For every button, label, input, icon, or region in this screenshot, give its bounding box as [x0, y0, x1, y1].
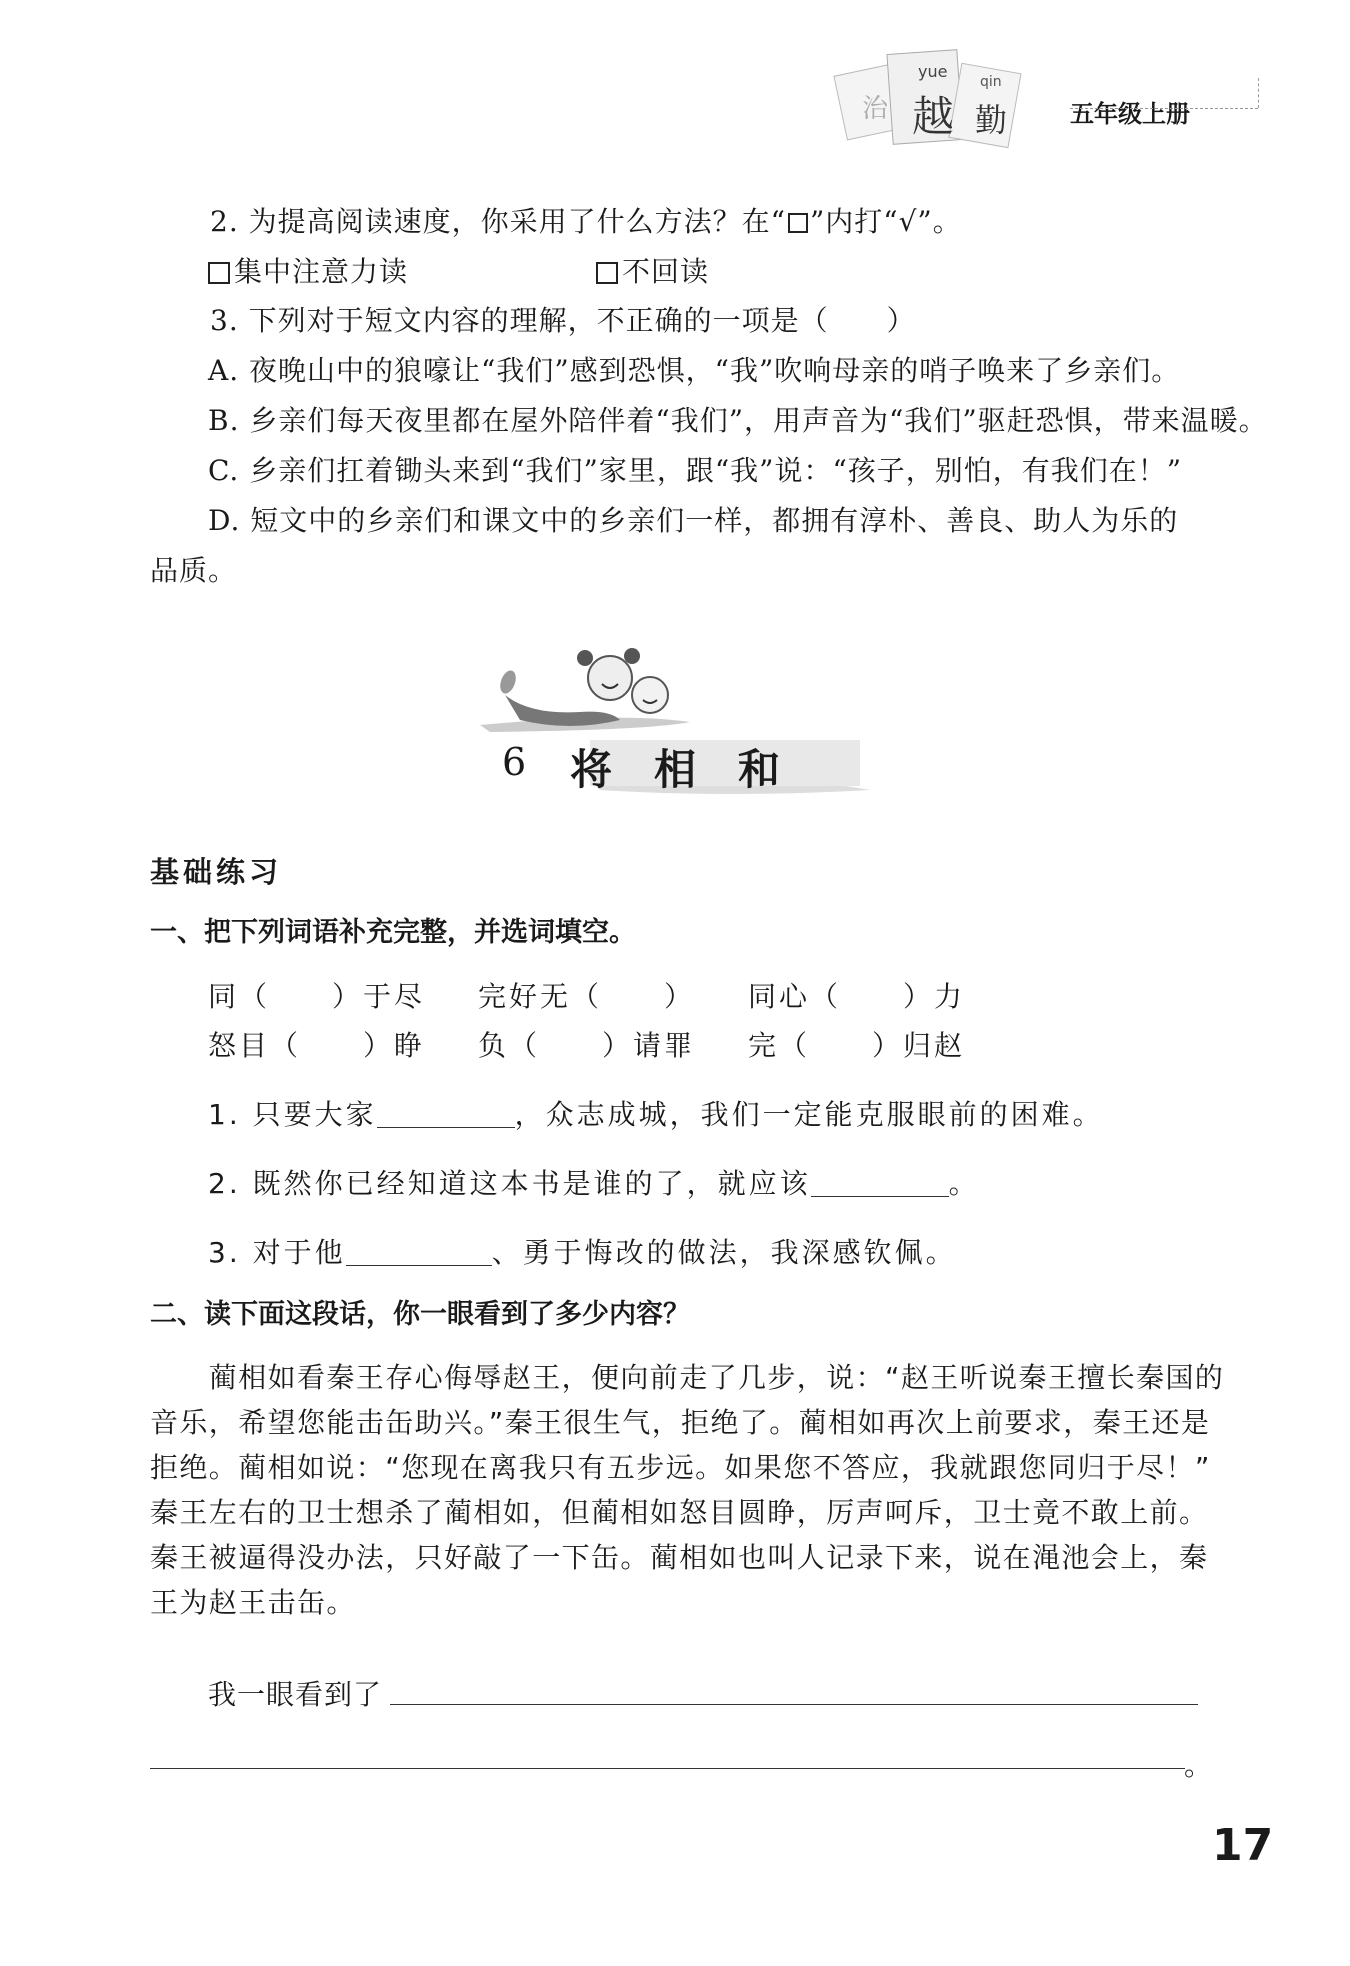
word-4: 怒目（ ）睁	[208, 1029, 426, 1062]
answer-prompt: 我一眼看到了	[208, 1678, 383, 1711]
option-checkbox[interactable]	[208, 262, 230, 284]
part-2-title: 二、读下面这段话，你一眼看到了多少内容？	[150, 1299, 690, 1330]
question-3: 3. 下列对于短文内容的理解，不正确的一项是（ ）	[210, 304, 916, 337]
lesson-number: 6	[502, 740, 527, 784]
part-1-title: 一、把下列词语补充完整，并选词填空。	[150, 917, 636, 948]
answer-end-mark: 。	[1184, 1749, 1214, 1782]
passage-line-3: 拒绝。蔺相如说：“您现在离我只有五步远。如果您不答应，我就跟您同归于尽！”	[150, 1451, 1211, 1484]
question-3-option-d: D. 短文中的乡亲们和课文中的乡亲们一样，都拥有淳朴、善良、助人为乐的	[208, 504, 1179, 537]
section-heading: 基础练习	[150, 855, 283, 889]
fill-sentence-3: 3. 对于他 、勇于悔改的做法，我深感钦佩。	[208, 1236, 957, 1269]
header-logo	[830, 40, 1050, 155]
answer-line-2[interactable]	[150, 1768, 1185, 1769]
q2-option-1: 集中注意力读	[208, 250, 408, 290]
fill-sentence-1: 1. 只要大家 ，众志成城，我们一定能克服眼前的困难。	[208, 1098, 1104, 1131]
passage-line-1: 蔺相如看秦王存心侮辱赵王，便向前走了几步，说：“赵王听说秦王擅长秦国的	[150, 1361, 1225, 1394]
logo-pinyin-1: yue	[918, 62, 948, 81]
logo-pinyin-2: qin	[980, 74, 1002, 90]
passage-line-5: 秦王被逼得没办法，只好敲了一下缶。蔺相如也叫人记录下来，说在渑池会上，秦	[150, 1541, 1209, 1574]
option-checkbox[interactable]	[596, 262, 618, 284]
answer-blank[interactable]	[377, 1101, 515, 1128]
passage-line-4: 秦王左右的卫士想杀了蔺相如，但蔺相如怒目圆睁，厉声呵斥，卫士竟不敢上前。	[150, 1496, 1209, 1529]
word-1: 同（ ）于尽	[208, 980, 426, 1013]
word-3: 同心（ ）力	[748, 980, 966, 1013]
lesson-title: 将 相 和	[570, 745, 781, 794]
fill-sentence-2: 2. 既然你已经知道这本书是谁的了，就应该 。	[208, 1167, 980, 1200]
logo-char-3: 勤	[975, 101, 1008, 139]
answer-line-1[interactable]	[390, 1704, 1198, 1705]
word-5: 负（ ）请罪	[478, 1029, 696, 1062]
header-dotted-line	[1070, 108, 1258, 109]
question-3-option-a: A. 夜晚山中的狼嚎让“我们”感到恐惧，“我”吹响母亲的哨子唤来了乡亲们。	[208, 354, 1181, 387]
answer-blank[interactable]	[346, 1239, 492, 1266]
word-2: 完好无（ ）	[478, 980, 696, 1013]
question-2: 2. 为提高阅读速度，你采用了什么方法？在“ ”内打“√”。	[210, 205, 962, 238]
lesson-banner	[470, 640, 870, 810]
question-3-option-b: B. 乡亲们每天夜里都在屋外陪伴着“我们”，用声音为“我们”驱赶恐惧，带来温暖。	[208, 404, 1268, 437]
logo-char-1: 治	[862, 94, 889, 124]
answer-blank[interactable]	[811, 1170, 949, 1197]
passage-line-6: 王为赵王击缶。	[150, 1586, 356, 1619]
word-6: 完（ ）归赵	[748, 1029, 966, 1062]
grade-label: 五年级上册	[1070, 100, 1190, 128]
question-3-option-d-cont: 品质。	[150, 554, 238, 587]
checkbox-symbol-icon	[788, 213, 808, 233]
logo-char-2: 越	[912, 92, 955, 141]
passage-line-2: 音乐，希望您能击缶助兴。”秦王很生气，拒绝了。蔺相如再次上前要求，秦王还是	[150, 1406, 1211, 1439]
question-3-option-c: C. 乡亲们扛着锄头来到“我们”家里，跟“我”说：“孩子，别怕，有我们在！”	[208, 454, 1183, 487]
header-dotted-line-right	[1258, 78, 1259, 108]
q2-option-2: 不回读	[596, 250, 709, 290]
page-number: 17	[1212, 1820, 1274, 1871]
